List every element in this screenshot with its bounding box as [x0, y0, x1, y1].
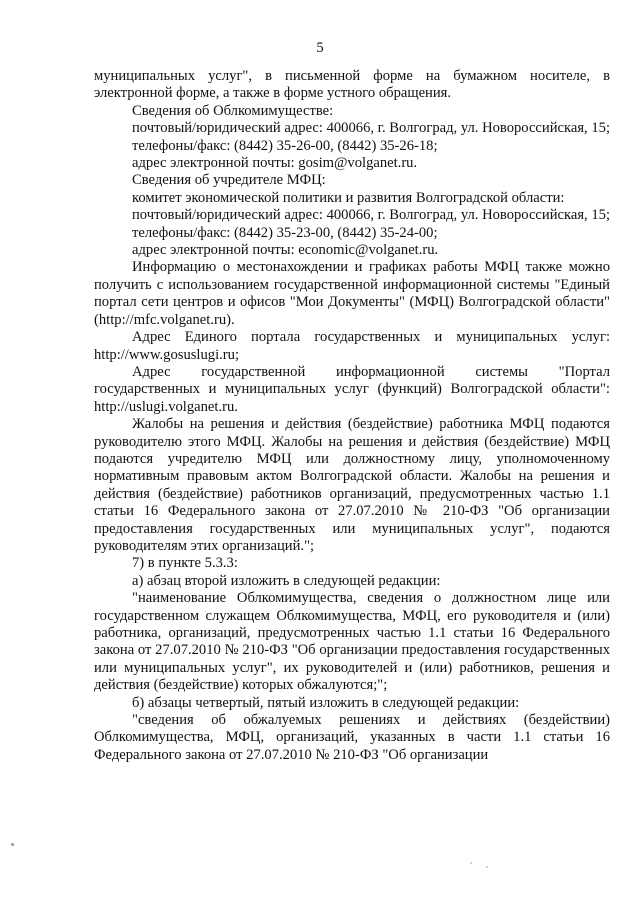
scan-speck — [486, 866, 488, 868]
page-number: 5 — [316, 40, 324, 56]
paragraph-3: почтовый/юридический адрес: 400066, г. Волгоград, ул. Новороссийская, 15; — [132, 120, 611, 137]
paragraph-4: телефоны/факс: (8442) 35-26-00, (8442) 35-26-18; — [132, 137, 438, 154]
paragraph-6: Сведения об учредителе МФЦ: — [132, 172, 326, 189]
scan-speck — [11, 843, 14, 846]
paragraph-13: Адрес государственной информационной системы "Портал государственных и муниципальных услуг (функций) Волгоградской области": http://uslugi.volganet.ru. — [94, 363, 610, 415]
paragraph-11: Информацию о местонахождении и графиках работы МФЦ также можно получить с использованием государственной информационной системы "Единый портал сети центров и офисов "Мои Документы" (МФЦ) Волгоградской области" (http://mfc.volganet.ru). — [94, 259, 610, 328]
paragraph-15: 7) в пункте 5.3.3: — [132, 555, 238, 572]
paragraph-12: Адрес Единого портала государственных и муниципальных услуг: http://www.gosuslugi.ru; — [94, 329, 610, 363]
paragraph-1: муниципальных услуг", в письменной форме на бумажном носителе, в электронной форме, а также в форме устного обращения. — [94, 68, 610, 102]
paragraph-8: почтовый/юридический адрес: 400066, г. Волгоград, ул. Новороссийская, 15; — [132, 207, 611, 224]
paragraph-7: комитет экономической политики и развития Волгоградской области: — [132, 189, 565, 206]
paragraph-18: б) абзацы четвертый, пятый изложить в следующей редакции: — [132, 694, 520, 711]
paragraph-5: адрес электронной почты: gosim@volganet.ru. — [132, 155, 418, 172]
paragraph-17: "наименование Облкомимущества, сведения о должностном лице или государственном служащем Облкомимущества, МФЦ, его руководителя и (или) работника, организаций, предусмотренных частью 1.1 статьи 16 Федерального закона от 27.07.2010 № 210-ФЗ "Об организации предоставления государственных или муниципальных услуг", их руководителей и (или) работников, решения и действия (бездействие) которых обжалуются;"; — [94, 590, 610, 694]
paragraph-16: а) абзац второй изложить в следующей редакции: — [132, 572, 441, 589]
paragraph-10: адрес электронной почты: economic@volganet.ru. — [132, 242, 439, 259]
paragraph-9: телефоны/факс: (8442) 35-23-00, (8442) 35-24-00; — [132, 224, 438, 241]
document-body — [94, 68, 610, 764]
scan-speck — [470, 862, 472, 864]
paragraph-19: "сведения об обжалуемых решениях и действиях (бездействии) Облкомимущества, МФЦ, организаций, указанных в части 1.1 статьи 16 Федерального закона от 27.07.2010 № 210-ФЗ "Об организации — [94, 712, 610, 763]
paragraph-2: Сведения об Облкомимуществе: — [132, 102, 334, 119]
paragraph-14: Жалобы на решения и действия (бездействие) работника МФЦ подаются руководителю этого МФЦ. Жалобы на решения и действия (бездействие) МФЦ подаются учредителю МФЦ или должностному лицу, уполномоченному нормативным правовым актом Волгоградской области. Жалобы на решения и действия (бездействие) работников организаций, предусмотренных частью 1.1 статьи 16 Федерального закона от 27.07.2010 № 210-ФЗ "Об организации предоставления государственных или муниципальных услуг", подаются руководителям этих организаций."; — [94, 416, 610, 554]
